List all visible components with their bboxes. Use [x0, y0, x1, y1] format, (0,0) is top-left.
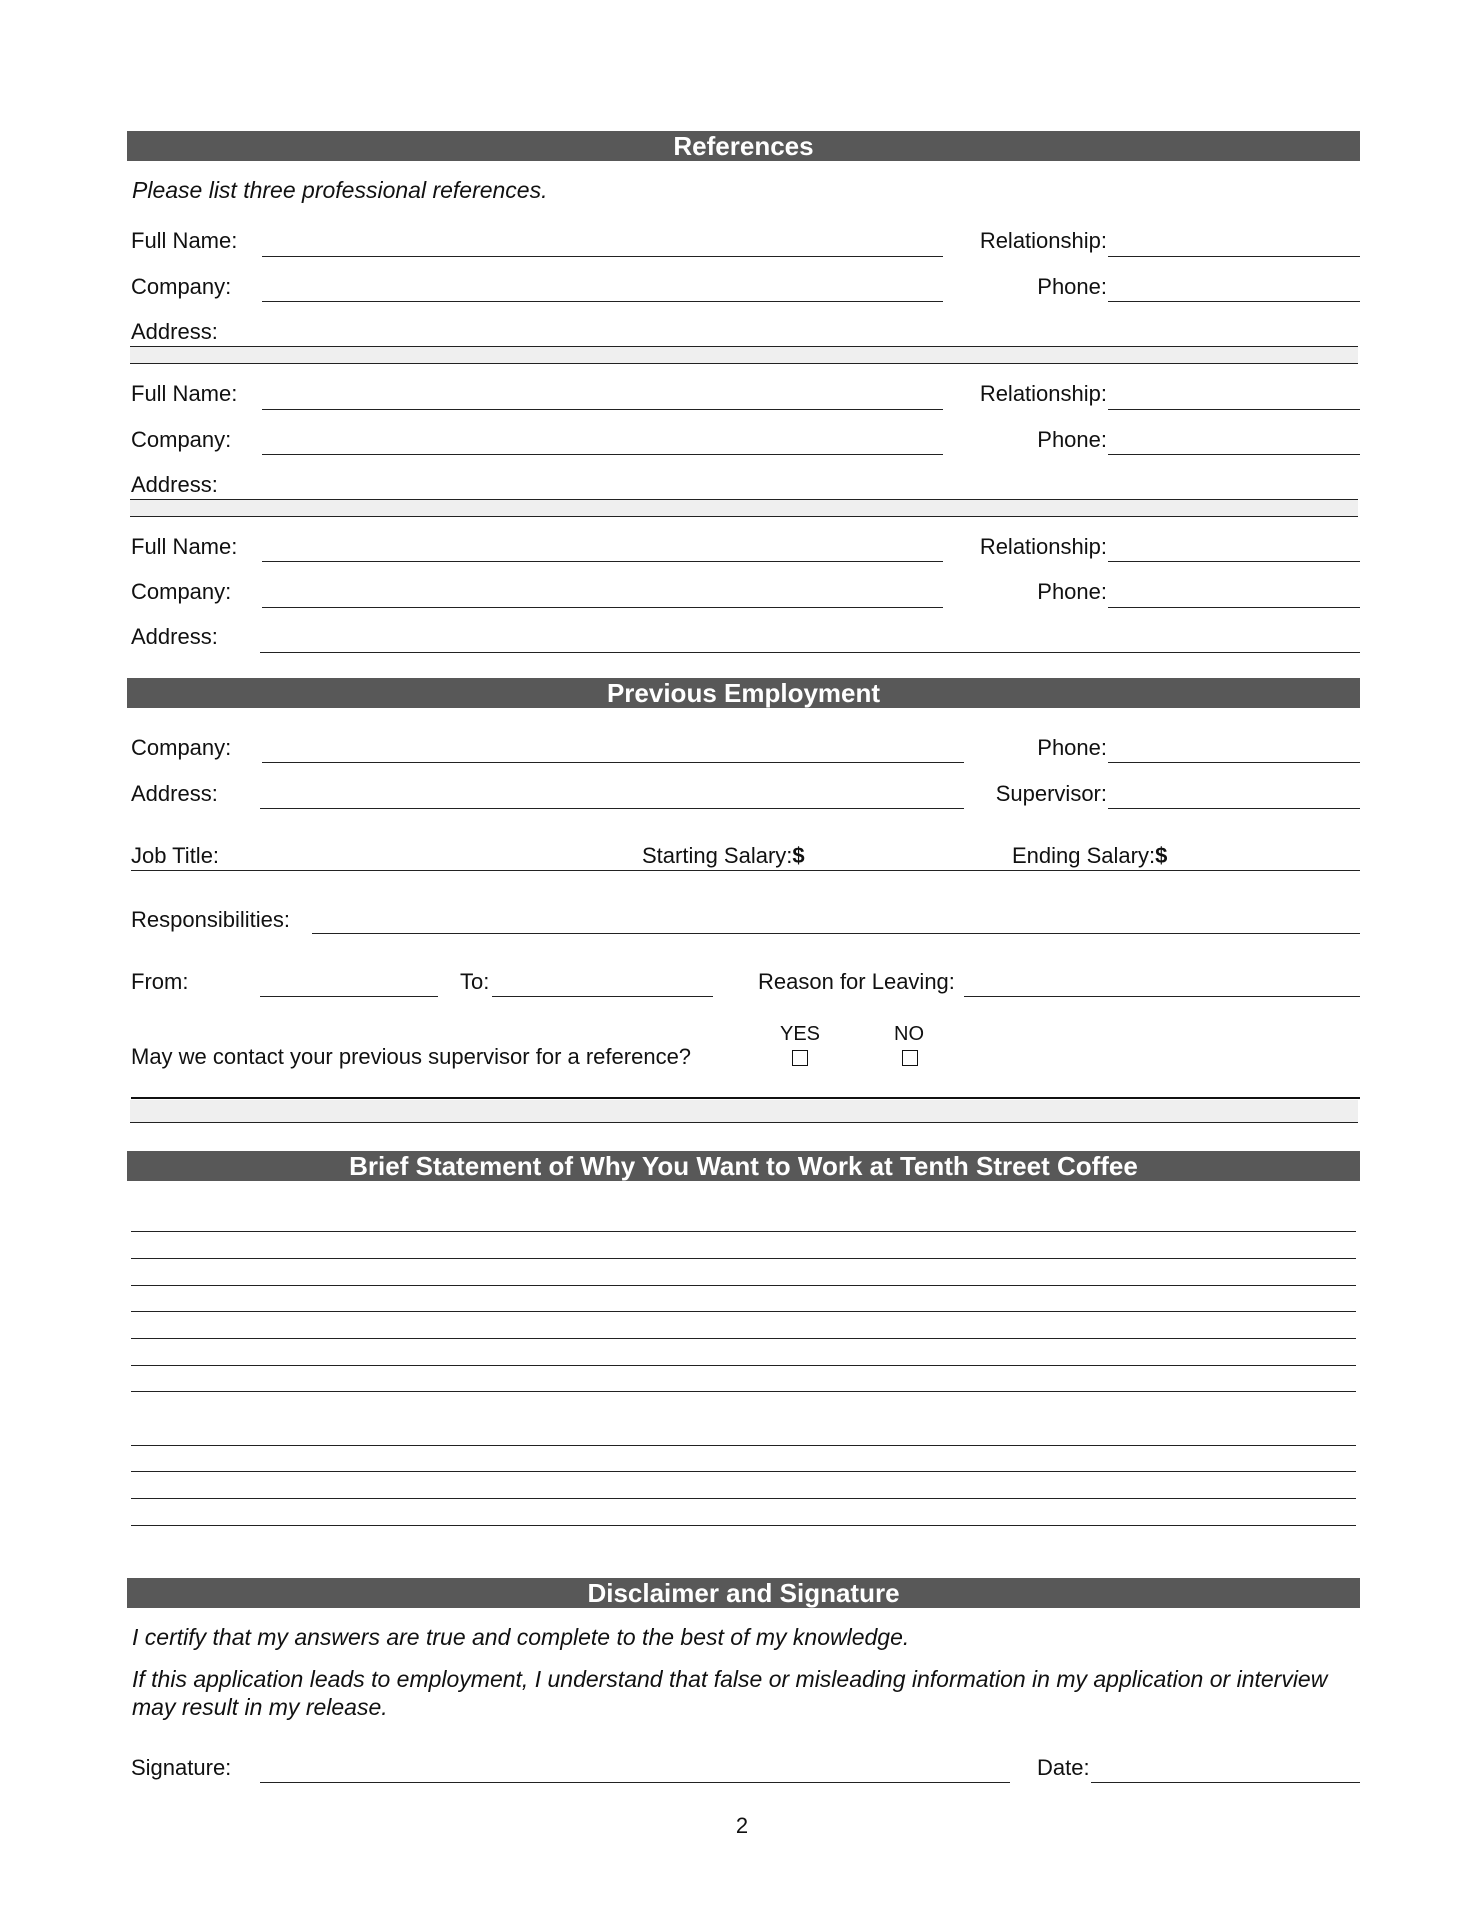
ref2-relationship-field[interactable]	[1108, 409, 1360, 410]
ref3-relationship-label: Relationship:	[979, 534, 1107, 559]
disclaimer-header: Disclaimer and Signature	[127, 1578, 1360, 1608]
emp-from-label: From:	[131, 969, 189, 994]
ref2-phone-label: Phone:	[1037, 427, 1107, 452]
emp-job-salary-field[interactable]	[131, 870, 1360, 871]
statement-line-11[interactable]	[131, 1525, 1356, 1526]
statement-line-6[interactable]	[131, 1365, 1356, 1366]
ref1-phone-field[interactable]	[1108, 301, 1360, 302]
ref1-relationship-field[interactable]	[1108, 256, 1360, 257]
emp-supervisor-field[interactable]	[1108, 808, 1360, 809]
emp-job-title-label: Job Title:	[131, 843, 220, 868]
emp-address-label: Address:	[131, 781, 218, 806]
ref3-company-label: Company:	[131, 579, 232, 604]
ref1-full-name-label: Full Name:	[131, 228, 238, 253]
emp-responsibilities-label: Responsibilities:	[131, 907, 290, 932]
emp-from-field[interactable]	[260, 996, 438, 997]
ref1-relationship-label: Relationship:	[979, 228, 1107, 253]
emp-phone-field[interactable]	[1108, 762, 1360, 763]
statement-line-1[interactable]	[131, 1231, 1356, 1232]
ref1-address-field[interactable]	[130, 346, 1358, 364]
emp-company-field[interactable]	[262, 762, 964, 763]
emp-starting-salary-label: Starting Salary:$	[642, 843, 805, 868]
disclaimer-line-2: If this application leads to employment, I understand that false or misleading information in my application or interview may result in my release.	[132, 1666, 1328, 1720]
employment-divider	[131, 1097, 1360, 1099]
references-header: References	[127, 131, 1360, 161]
emp-phone-label: Phone:	[1037, 735, 1107, 760]
ref2-address-field[interactable]	[130, 499, 1358, 517]
emp-address-field[interactable]	[260, 808, 964, 809]
date-label: Date:	[1037, 1755, 1090, 1780]
emp-reason-label: Reason for Leaving:	[758, 969, 955, 994]
emp-company-label: Company:	[131, 735, 232, 760]
ref2-relationship-label: Relationship:	[979, 381, 1107, 406]
ref1-company-label: Company:	[131, 274, 232, 299]
contact-no-checkbox[interactable]	[902, 1050, 918, 1066]
statement-line-5[interactable]	[131, 1338, 1356, 1339]
emp-to-label: To:	[460, 969, 490, 994]
emp-ending-salary-label: Ending Salary:$	[1012, 843, 1168, 868]
statement-line-9[interactable]	[131, 1471, 1356, 1472]
ref3-phone-label: Phone:	[1037, 579, 1107, 604]
statement-line-10[interactable]	[131, 1498, 1356, 1499]
ref3-address-label: Address:	[131, 624, 218, 649]
ref2-address-label: Address:	[131, 472, 218, 497]
emp-to-field[interactable]	[492, 996, 713, 997]
ref3-phone-field[interactable]	[1108, 607, 1360, 608]
starting-salary-dollar: $	[792, 843, 805, 868]
previous-employment-header: Previous Employment	[127, 678, 1360, 708]
ref1-company-field[interactable]	[262, 301, 943, 302]
ref3-company-field[interactable]	[262, 607, 943, 608]
ref2-company-label: Company:	[131, 427, 232, 452]
signature-field[interactable]	[260, 1782, 1010, 1783]
ref1-full-name-field[interactable]	[262, 256, 943, 257]
no-label: NO	[894, 1023, 924, 1045]
ending-salary-dollar: $	[1155, 843, 1168, 868]
emp-responsibilities-field[interactable]	[312, 933, 1360, 934]
page-number: 2	[735, 1813, 749, 1838]
yes-label: YES	[780, 1023, 821, 1045]
ref3-full-name-label: Full Name:	[131, 534, 238, 559]
statement-header: Brief Statement of Why You Want to Work at Tenth Street Coffee	[127, 1151, 1360, 1181]
statement-line-8[interactable]	[131, 1445, 1356, 1446]
emp-supervisor-label: Supervisor:	[995, 781, 1107, 806]
ref3-full-name-field[interactable]	[262, 561, 943, 562]
statement-line-2[interactable]	[131, 1258, 1356, 1259]
ref2-company-field[interactable]	[262, 454, 943, 455]
ref2-full-name-field[interactable]	[262, 409, 943, 410]
ref1-address-label: Address:	[131, 319, 218, 344]
date-field[interactable]	[1091, 1782, 1360, 1783]
ref1-phone-label: Phone:	[1037, 274, 1107, 299]
ref2-full-name-label: Full Name:	[131, 381, 238, 406]
signature-label: Signature:	[131, 1755, 232, 1780]
disclaimer-line-1: I certify that my answers are true and complete to the best of my knowledge.	[132, 1624, 910, 1650]
references-instruction: Please list three professional references.	[132, 177, 548, 203]
employment-shaded-row	[130, 1100, 1358, 1123]
ref2-phone-field[interactable]	[1108, 454, 1360, 455]
emp-reason-field[interactable]	[964, 996, 1360, 997]
statement-line-3[interactable]	[131, 1285, 1356, 1286]
ref3-address-field[interactable]	[260, 652, 1360, 653]
contact-question: May we contact your previous supervisor for a reference?	[131, 1044, 692, 1069]
statement-line-4[interactable]	[131, 1311, 1356, 1312]
contact-yes-checkbox[interactable]	[792, 1050, 808, 1066]
ref3-relationship-field[interactable]	[1108, 561, 1360, 562]
statement-line-7[interactable]	[131, 1391, 1356, 1392]
